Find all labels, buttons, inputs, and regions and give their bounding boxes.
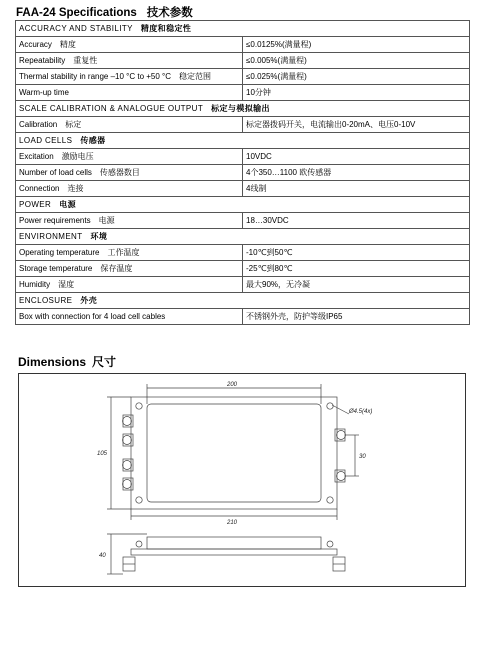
dim-label-top: 200: [227, 382, 238, 388]
dimensions-title: Dimensions 尺寸: [18, 355, 117, 369]
section-header-power: POWER 电源: [16, 197, 470, 213]
box-top-view-outline: [131, 397, 337, 509]
spec-table: [15, 20, 470, 325]
spec-row: Connection 连接 4线制: [16, 181, 470, 197]
spec-row: Operating temperature 工作温度 -10℃到50℃: [16, 245, 470, 261]
mounting-hole: [327, 403, 333, 409]
spec-row: Accuracy 精度 ≤0.0125%(满量程): [16, 37, 470, 53]
spec-title-cn: 技术参数: [146, 7, 193, 19]
dim-label-bottom: 210: [227, 520, 238, 526]
box-lid: [147, 404, 321, 502]
left-cable-glands: [123, 415, 134, 490]
mounting-hole: [136, 403, 142, 409]
dimensions-drawing: [18, 373, 466, 587]
drawing-svg: [19, 374, 465, 586]
section-header-calibration: SCALE CALIBRATION & ANALOGUE OUTPUT 标定与模拟输出: [16, 101, 470, 117]
spec-row: Power requirements 电源 18…30VDC: [16, 213, 470, 229]
right-cable-glands: [335, 429, 346, 482]
mounting-hole: [136, 497, 142, 503]
spec-row: Excitation 激励电压 10VDC: [16, 149, 470, 165]
spec-row: Humidity 湿度 最大90%，无冷凝: [16, 277, 470, 293]
spec-row: Storage temperature 保存温度 -25℃到80℃: [16, 261, 470, 277]
box-side-body: [147, 537, 321, 549]
spec-row: Repeatability 重复性 ≤0.005%(满量程): [16, 53, 470, 69]
dim-label-side-height: 40: [99, 553, 106, 559]
spec-title-en: FAA-24 Specifications: [16, 7, 137, 19]
box-side-flange: [131, 549, 337, 555]
side-hole: [136, 541, 142, 547]
dim-label-left: 105: [97, 451, 108, 457]
hole-leader: [332, 405, 349, 414]
spec-row: Number of load cells 传感器数目 4个350…1100 欧传感器: [16, 165, 470, 181]
spec-row: Box with connection for 4 load cell cables 不锈钢外壳，防护等级IP65: [16, 309, 470, 325]
spec-row: Warm-up time 10分钟: [16, 85, 470, 101]
side-hole: [327, 541, 333, 547]
section-header-accuracy: ACCURACY AND STABILITY 精度和稳定性: [16, 21, 470, 37]
section-header-load-cells: LOAD CELLS 传感器: [16, 133, 470, 149]
section-header-environment: ENVIRONMENT 环境: [16, 229, 470, 245]
mounting-hole: [327, 497, 333, 503]
dim-label-side-spacing: 30: [359, 454, 366, 460]
spec-row: Calibration 标定 标定器拨码开关，电流输出0-20mA、电压0-10V: [16, 117, 470, 133]
spec-row: Thermal stability in range –10 °C to +50 °C 稳定范围 ≤0.025%(满量程): [16, 69, 470, 85]
dim-label-hole: Ø4.5(4x): [349, 409, 373, 415]
spec-title: [16, 4, 193, 20]
side-cable-glands: [123, 557, 345, 571]
section-header-enclosure: ENCLOSURE 外壳: [16, 293, 470, 309]
